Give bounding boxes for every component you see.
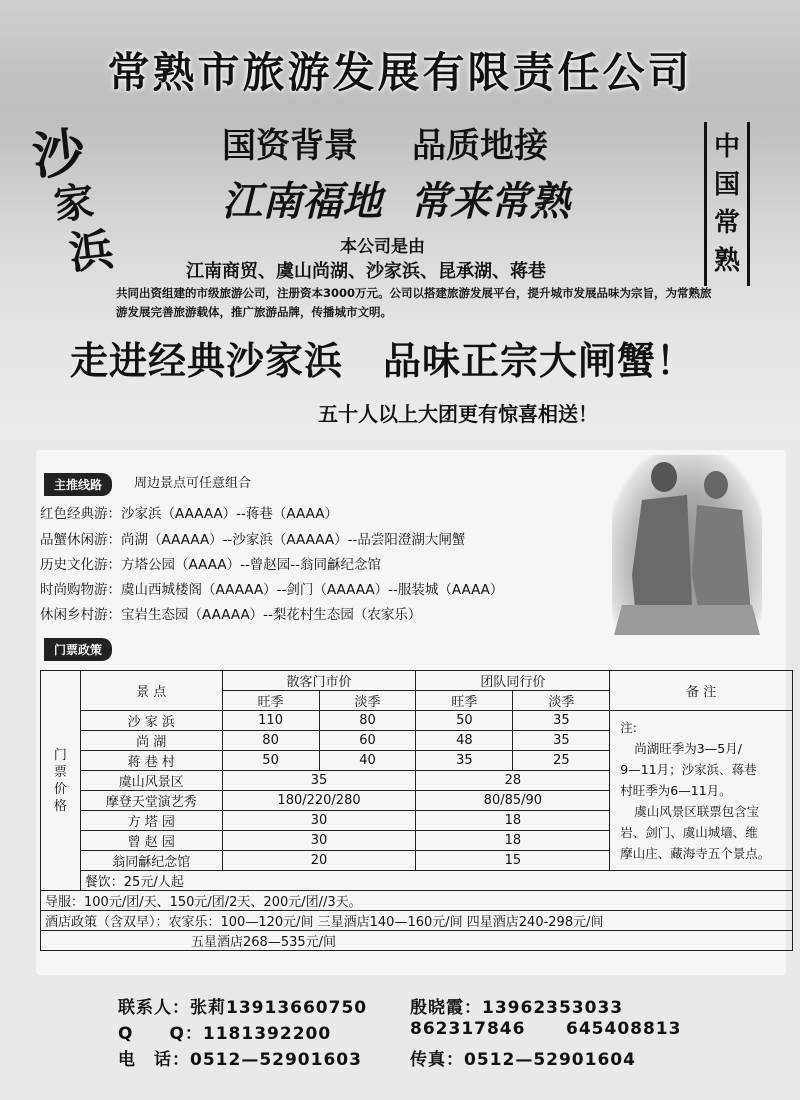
group-price: 18	[416, 811, 610, 831]
note-line: 村旺季为6—11月。	[620, 783, 732, 798]
group-price: 28	[416, 771, 610, 791]
retail-off: 40	[319, 751, 416, 771]
header-retail-peak: 旺季	[222, 691, 319, 711]
header-spot: 景 点	[80, 671, 222, 711]
brand-char-3: 浜	[66, 224, 116, 280]
header-group: 团队同行价	[416, 671, 610, 691]
routes-note: 周边景点可任意组合	[134, 476, 252, 491]
group-peak: 48	[416, 731, 513, 751]
seal-char-2: 国	[713, 170, 740, 200]
tagline-calligraphy-2: 常来常熟	[410, 178, 570, 225]
spot-name: 曾 赵 园	[80, 831, 222, 851]
routes-section-pill: 主推线路	[44, 473, 112, 496]
spot-name: 尚 湖	[80, 731, 222, 751]
brand-calligraphy	[29, 121, 135, 283]
group-peak: 35	[416, 751, 513, 771]
contact-line-1	[118, 993, 738, 1018]
contact-phone: 电 话：0512—52901603	[118, 1050, 362, 1070]
ticket-notes	[610, 711, 793, 871]
side-label-char: 格	[53, 798, 67, 814]
contact-yin: 殷晓霞：13962353033	[410, 998, 624, 1018]
retail-price: 20	[222, 851, 416, 871]
retail-price: 35	[222, 771, 416, 791]
statue-icon	[612, 455, 762, 635]
seal-char-3: 常	[713, 208, 740, 238]
tagline-calligraphy-1: 江南福地	[222, 178, 382, 225]
contact-qq-2: 862317846	[410, 1019, 526, 1039]
spot-name: 摩登天堂演艺秀	[80, 791, 222, 811]
note-title: 注:	[620, 720, 638, 735]
spot-name: 沙 家 浜	[80, 711, 222, 731]
side-label-char: 价	[53, 781, 67, 797]
group-price: 18	[416, 831, 610, 851]
intro-body: 共同出资组建的市级旅游公司，注册资本3000万元。公司以搭建旅游发展平台，提升城市发展品味为宗旨，为常熟旅游发展完善旅游载体，推广旅游品牌，传播城市文明。	[116, 286, 712, 319]
route-item: 历史文化游：方塔公园（AAAA）--曾赵园--翁同龢纪念馆	[40, 557, 382, 573]
note-line: 岩、剑门、虞山城墙、维	[620, 825, 758, 840]
intro-partners: 江南商贸、虞山尚湖、沙家浜、昆承湖、蒋巷	[186, 261, 546, 282]
tagline-part-2: 品质地接	[412, 126, 548, 166]
retail-price: 30	[222, 811, 416, 831]
spot-name: 蒋 巷 村	[80, 751, 222, 771]
header-group-off: 淡季	[513, 691, 610, 711]
slogan-part-1: 走进经典沙家浜	[70, 339, 344, 383]
right-seal-box	[704, 122, 750, 286]
slogan-part-2: 品味正宗大闸蟹！	[383, 339, 696, 383]
table-row	[41, 891, 793, 911]
route-item: 品蟹休闲游：尚湖（AAAAA）--沙家浜（AAAAA）--品尝阳澄湖大闸蟹	[40, 532, 466, 548]
side-label-char: 门	[53, 747, 67, 763]
group-offer: 五十人以上大团更有惊喜相送！	[318, 402, 598, 426]
table-row	[41, 871, 793, 891]
note-line: 尚湖旺季为3—5月/	[634, 741, 742, 756]
tagline-calligraphy	[222, 170, 598, 227]
statue-image	[612, 455, 762, 635]
group-price: 15	[416, 851, 610, 871]
contact-qq-1: Q Q：1181392200	[118, 1024, 332, 1044]
retail-peak: 50	[222, 751, 319, 771]
retail-price: 30	[222, 831, 416, 851]
seal-char-4: 熟	[713, 246, 740, 276]
brand-char-1: 沙	[29, 121, 88, 188]
note-line: 虞山风景区联票包含宝	[634, 804, 760, 819]
group-peak: 50	[416, 711, 513, 731]
tagline-part-1: 国资背景	[222, 126, 358, 166]
retail-peak: 80	[222, 731, 319, 751]
route-item: 时尚购物游：虞山西城楼阁（AAAAA）--剑门（AAAAA）--服装城（AAAA）	[40, 582, 504, 598]
main-slogan	[70, 330, 750, 385]
spot-name: 虞山风景区	[80, 771, 222, 791]
retail-peak: 110	[222, 711, 319, 731]
retail-off: 80	[319, 711, 416, 731]
spot-name: 翁同龢纪念馆	[80, 851, 222, 871]
contact-line-2	[118, 1019, 738, 1044]
header-note: 备 注	[610, 671, 793, 711]
group-price: 80/85/90	[416, 791, 610, 811]
note-line: 摩山庄、藏海寺五个景点。	[620, 846, 771, 861]
retail-off: 60	[319, 731, 416, 751]
table-row	[41, 931, 793, 951]
contact-fax: 传真：0512—52901604	[410, 1050, 636, 1070]
table-row	[41, 711, 793, 731]
table-row	[41, 911, 793, 931]
intro-lead: 本公司是由	[340, 237, 425, 257]
tickets-section-pill: 门票政策	[44, 638, 112, 661]
route-item: 红色经典游：沙家浜（AAAAA）--蒋巷（AAAA）	[40, 506, 338, 522]
tagline-primary	[222, 118, 602, 167]
ticket-side-label	[41, 671, 81, 891]
spot-name: 方 塔 园	[80, 811, 222, 831]
header-retail: 散客门市价	[222, 671, 416, 691]
route-item: 休闲乡村游：宝岩生态园（AAAAA）--梨花村生态园（农家乐）	[40, 607, 422, 623]
guide-policy: 导服：100元/团/天、150元/团/2天、200元/团//3天。	[41, 891, 793, 911]
header-group-peak: 旺季	[416, 691, 513, 711]
header-retail-off: 淡季	[319, 691, 416, 711]
contact-qq-3: 645408813	[566, 1019, 682, 1039]
meal-policy: 餐饮：25元/人起	[80, 871, 792, 891]
side-label-char: 票	[53, 764, 67, 780]
brand-char-2: 家	[51, 177, 97, 229]
hotel-policy: 酒店政策（含双早）：农家乐：100—120元/间 三星酒店140—160元/间 四星酒店240-298元/间	[41, 911, 793, 931]
hotel-policy-2: 五星酒店268—535元/间	[41, 931, 793, 951]
note-line: 9—11月；沙家浜、蒋巷	[620, 762, 757, 777]
group-off: 25	[513, 751, 610, 771]
contact-zhang: 联系人：张莉13913660750	[118, 998, 368, 1018]
retail-price: 180/220/280	[222, 791, 416, 811]
contact-line-3	[118, 1045, 738, 1070]
seal-char-1: 中	[713, 132, 740, 162]
page-title: 常熟市旅游发展有限责任公司	[107, 48, 693, 97]
group-off: 35	[513, 731, 610, 751]
ticket-price-table	[40, 670, 793, 951]
group-off: 35	[513, 711, 610, 731]
